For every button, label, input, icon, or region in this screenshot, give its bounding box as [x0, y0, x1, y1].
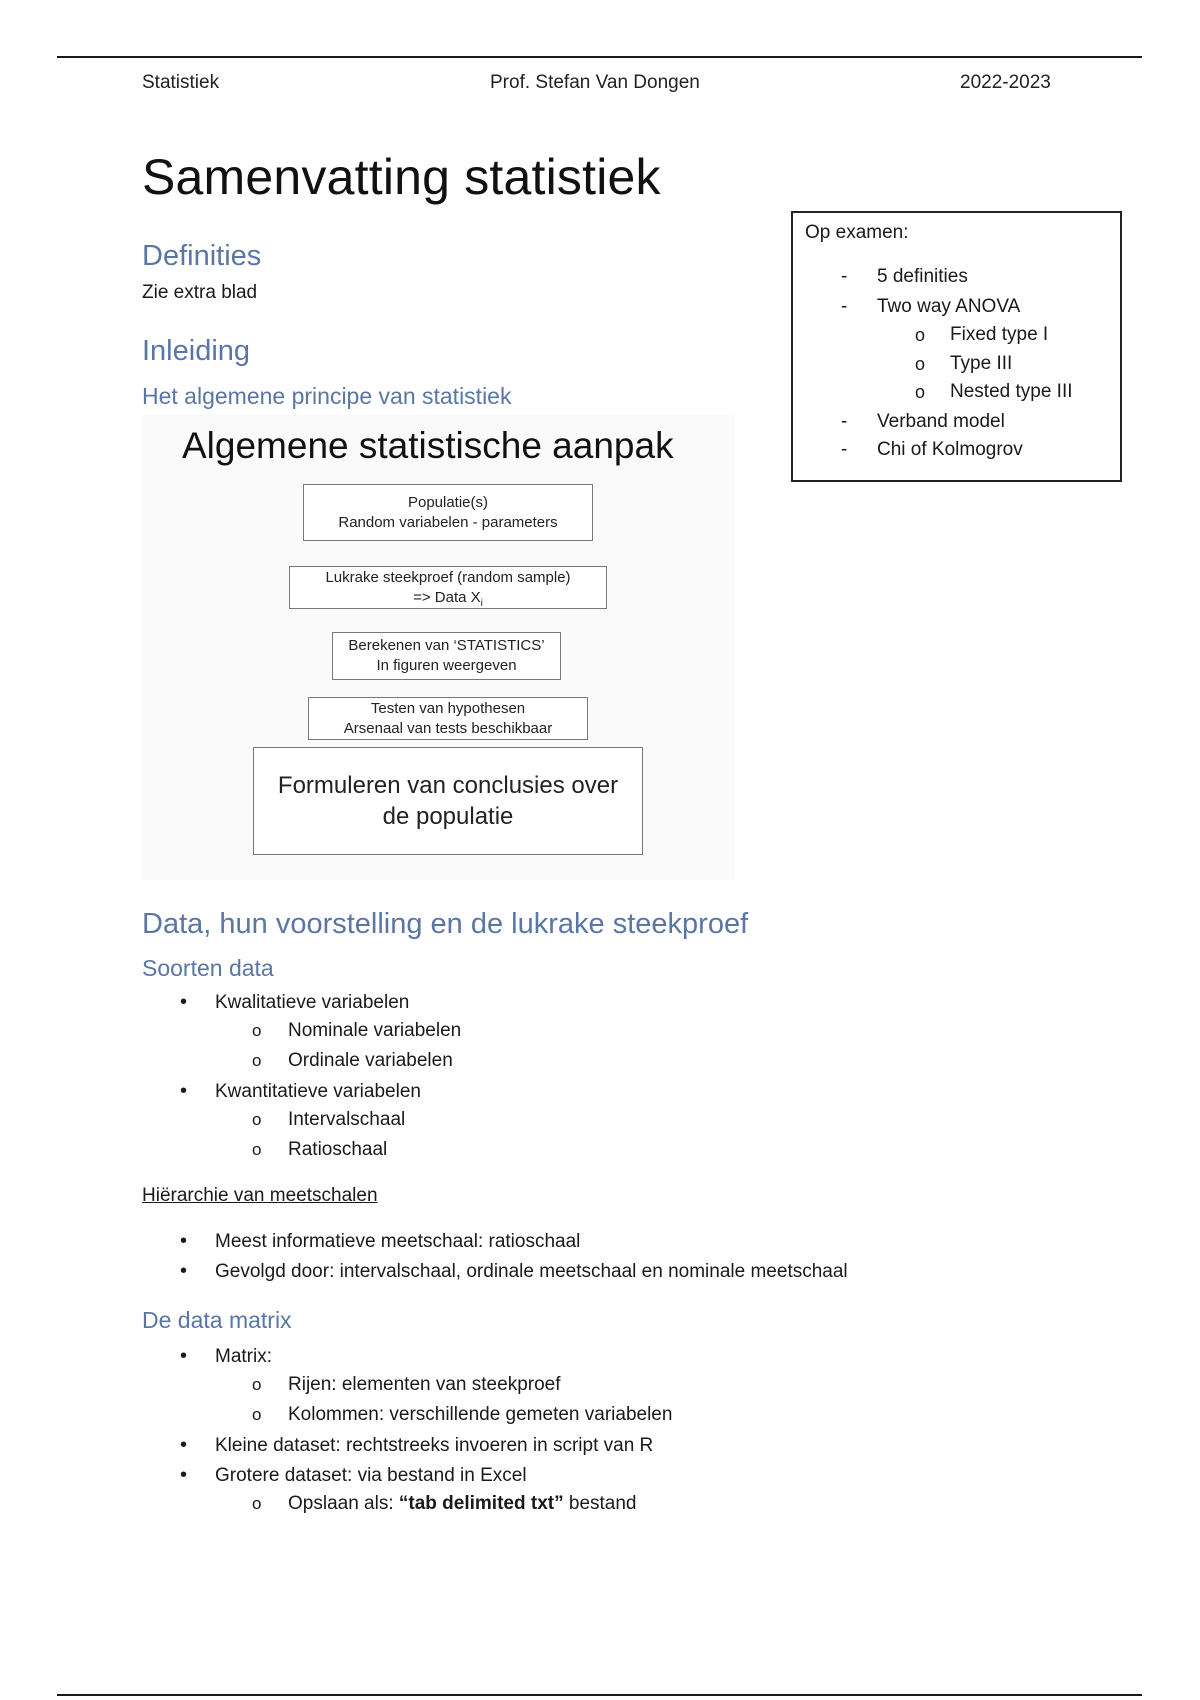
hierarchie-heading: Hiërarchie van meetschalen	[142, 1185, 378, 1206]
heading-definities: Definities	[142, 240, 262, 272]
exam-item: Chi of Kolmogrov	[877, 439, 1023, 460]
dash-marker: -	[841, 411, 848, 432]
dash-marker: -	[841, 439, 848, 460]
footer-rule	[57, 1694, 1142, 1696]
exam-item: Two way ANOVA	[877, 296, 1021, 317]
exam-subitem: Nested type III	[950, 381, 1073, 402]
diagram-data-subscript: i	[480, 598, 483, 609]
diagram-box-line: Berekenen van ‘STATISTICS’	[348, 637, 545, 654]
diagram-box-statistics	[332, 632, 561, 680]
list-subitem: Rijen: elementen van steekproef	[288, 1374, 561, 1395]
circle-marker: o	[252, 1051, 262, 1070]
list-item: Gevolgd door: intervalschaal, ordinale meetschaal en nominale meetschaal	[215, 1261, 848, 1282]
circle-marker: o	[915, 354, 926, 374]
header-rule	[57, 56, 1142, 58]
heading-inleiding: Inleiding	[142, 335, 251, 367]
list-subitem	[288, 1493, 637, 1515]
opslaan-format: “tab delimited txt”	[398, 1493, 564, 1514]
diagram-box-line: Arsenaal van tests beschikbaar	[343, 720, 553, 737]
list-subitem: Kolommen: verschillende gemeten variabelen	[288, 1404, 673, 1425]
diagram-box-line: Populatie(s)	[407, 494, 489, 511]
header-year: 2022-2023	[960, 72, 1051, 93]
list-subitem: Intervalschaal	[288, 1109, 406, 1130]
diagram-title: Algemene statistische aanpak	[182, 425, 674, 466]
dash-marker: -	[841, 296, 848, 317]
heading-data: Data, hun voorstelling en de lukrake steekproef	[142, 908, 749, 940]
exam-subitem: Type III	[950, 353, 1013, 374]
diagram-box-line: Testen van hypothesen	[370, 700, 526, 717]
circle-marker: o	[915, 382, 926, 402]
circle-marker: o	[252, 1375, 262, 1394]
exam-box	[791, 211, 1122, 482]
diagram-data-label: => Data X	[413, 589, 481, 606]
diagram-box-line: Lukrake steekproef (random sample)	[325, 569, 571, 586]
bullet-marker: •	[180, 1230, 188, 1252]
diagram-box-sample	[289, 566, 607, 609]
diagram-box-hypotheses	[308, 697, 588, 740]
exam-box-title: Op examen:	[805, 222, 909, 243]
exam-subitem: Fixed type I	[950, 324, 1049, 345]
bullet-marker: •	[180, 1080, 188, 1102]
bullet-marker: •	[180, 991, 188, 1013]
exam-item: 5 definities	[877, 266, 968, 287]
diagram-box-line	[290, 588, 606, 614]
list-item: Grotere dataset: via bestand in Excel	[215, 1465, 527, 1486]
list-item: Kwantitatieve variabelen	[215, 1081, 421, 1102]
list-subitem: Nominale variabelen	[288, 1020, 462, 1041]
list-item: Kwalitatieve variabelen	[215, 992, 410, 1013]
diagram-box-line: de populatie	[382, 803, 514, 830]
circle-marker: o	[252, 1140, 262, 1159]
opslaan-prefix: Opslaan als:	[288, 1493, 399, 1514]
header-course: Statistiek	[142, 72, 220, 93]
circle-marker: o	[252, 1110, 262, 1129]
subheading-data-matrix: De data matrix	[142, 1307, 292, 1333]
list-item: Kleine dataset: rechtstreeks invoeren in script van R	[215, 1435, 654, 1456]
header-professor: Prof. Stefan Van Dongen	[490, 72, 700, 93]
circle-marker: o	[252, 1021, 262, 1040]
list-subitem: Ordinale variabelen	[288, 1050, 453, 1071]
list-item: Matrix:	[215, 1346, 272, 1367]
page-title: Samenvatting statistiek	[142, 149, 661, 205]
diagram-box-line: Random variabelen - parameters	[338, 514, 558, 531]
exam-item: Verband model	[877, 411, 1005, 432]
diagram-box-conclusions	[253, 747, 643, 855]
subheading-soorten-data: Soorten data	[142, 955, 274, 981]
dash-marker: -	[841, 266, 848, 287]
list-item: Meest informatieve meetschaal: ratioschaal	[215, 1231, 581, 1252]
diagram-box-line: In figuren weergeven	[376, 657, 517, 674]
diagram-box-line: Formuleren van conclusies over	[277, 772, 619, 799]
definities-text: Zie extra blad	[142, 282, 258, 303]
bullet-marker: •	[180, 1345, 188, 1367]
bullet-marker: •	[180, 1434, 188, 1456]
list-subitem: Ratioschaal	[288, 1139, 388, 1160]
opslaan-suffix: bestand	[563, 1493, 637, 1514]
bullet-marker: •	[180, 1260, 188, 1282]
subheading-principe: Het algemene principe van statistiek	[142, 383, 512, 409]
circle-marker: o	[252, 1494, 262, 1513]
diagram-box-population	[303, 484, 593, 541]
statistics-approach-diagram	[142, 415, 734, 880]
bullet-marker: •	[180, 1464, 188, 1486]
circle-marker: o	[915, 325, 926, 345]
circle-marker: o	[252, 1405, 262, 1424]
